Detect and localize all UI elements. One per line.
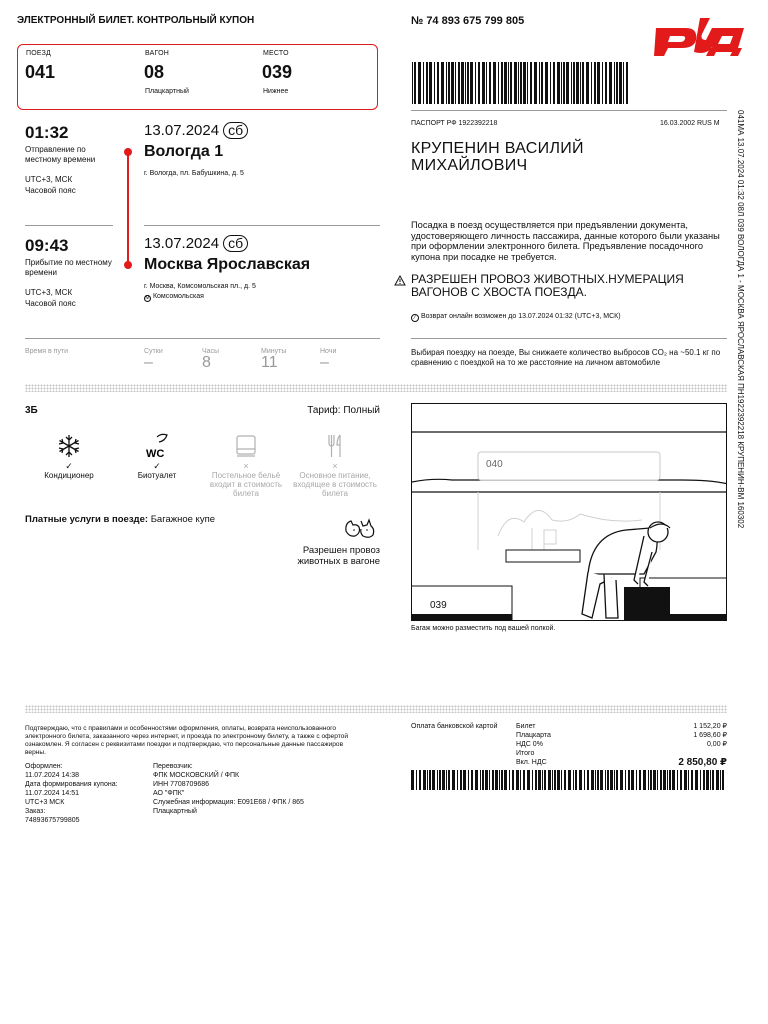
order-info bbox=[25, 762, 145, 825]
barcode-bar bbox=[495, 770, 498, 790]
travel-time-label: Время в пути bbox=[25, 348, 69, 355]
departure-address: г. Вологда, пл. Бабушкина, д. 5 bbox=[144, 170, 244, 177]
barcode-bar bbox=[650, 770, 652, 790]
barcode-bar bbox=[722, 770, 724, 790]
barcode-bar bbox=[418, 62, 421, 104]
barcode-bar bbox=[523, 770, 525, 790]
barcode-bar bbox=[544, 770, 546, 790]
barcode-bar bbox=[628, 770, 630, 790]
metro-icon: М bbox=[145, 295, 150, 301]
barcode-bar bbox=[419, 770, 421, 790]
barcode-bar bbox=[557, 770, 560, 790]
barcode-bar bbox=[614, 770, 615, 790]
barcode-bar bbox=[663, 770, 666, 790]
car-number: 08 bbox=[144, 62, 165, 82]
barcode-bar bbox=[516, 770, 519, 790]
barcode-bar bbox=[595, 770, 596, 790]
formed-tz: UTC+3 МСК bbox=[25, 799, 65, 806]
barcode-bar bbox=[520, 770, 521, 790]
barcode-bar bbox=[493, 62, 496, 104]
barcode-bar bbox=[602, 62, 603, 104]
barcode-bar bbox=[616, 770, 618, 790]
pets-text: Разрешен провоз животных в вагоне bbox=[297, 545, 380, 567]
barcode-bar bbox=[571, 62, 572, 104]
barcode-bar bbox=[691, 770, 693, 790]
arrival-dot bbox=[124, 261, 132, 269]
ticket-number: № 74 893 675 799 805 bbox=[411, 15, 525, 27]
barcode-bar bbox=[510, 62, 512, 104]
barcode-bar bbox=[468, 770, 469, 790]
lower-berth-number: 039 bbox=[430, 600, 447, 611]
price-table bbox=[516, 722, 727, 767]
barcode-bar bbox=[538, 770, 541, 790]
train-info-box bbox=[17, 44, 378, 110]
travel-hours-label: Часы bbox=[202, 348, 220, 355]
barcode-bar bbox=[446, 770, 447, 790]
barcode-bar bbox=[605, 62, 607, 104]
class-code: 3Б bbox=[25, 405, 38, 416]
departure-tz-label: Часовой пояс bbox=[25, 186, 76, 195]
total-label: Итого bbox=[516, 750, 535, 757]
barcode-bar bbox=[475, 62, 476, 104]
arrival-time: 09:43 bbox=[25, 236, 69, 255]
barcode-bar bbox=[643, 770, 646, 790]
arrival-address: г. Москва, Комсомольская пл., д. 5 bbox=[144, 283, 256, 290]
barcode-bar bbox=[486, 62, 487, 104]
barcode-bar bbox=[471, 770, 473, 790]
barcode-bar bbox=[518, 62, 519, 104]
barcode-bar bbox=[631, 770, 634, 790]
departure-time: 01:32 bbox=[25, 123, 69, 142]
barcode-bar bbox=[600, 770, 603, 790]
barcode-bar bbox=[609, 62, 612, 104]
barcode-bar bbox=[688, 770, 689, 790]
barcode-bar bbox=[520, 62, 522, 104]
departure-tz: UTC+3, МСК bbox=[25, 175, 73, 184]
barcode-bar bbox=[575, 770, 577, 790]
amenity-mark: ✓ bbox=[65, 461, 73, 471]
amenity-mark: × bbox=[332, 461, 338, 471]
price-value: 0,00 ₽ bbox=[706, 741, 727, 748]
travel-hours: 8 bbox=[202, 354, 211, 371]
barcode-bar bbox=[710, 770, 711, 790]
barcode-bar bbox=[514, 62, 517, 104]
barcode-bar bbox=[498, 62, 499, 104]
barcode-bar bbox=[412, 62, 413, 104]
barcode-bar bbox=[508, 62, 509, 104]
barcode-bar bbox=[480, 770, 481, 790]
barcode-bar bbox=[680, 770, 682, 790]
barcode-bar bbox=[554, 770, 556, 790]
service-info: Служебная информация: E091E68 / ФПК / 865 bbox=[153, 799, 304, 806]
seat-type: Нижнее bbox=[263, 88, 289, 95]
barcode-bar bbox=[499, 770, 500, 790]
arrival-metro: Комсомольская bbox=[152, 293, 204, 300]
route-line bbox=[127, 152, 129, 265]
price-label: Билет bbox=[516, 723, 536, 730]
barcode-bar bbox=[423, 62, 424, 104]
formed-value: 11.07.2024 14:51 bbox=[25, 790, 79, 797]
seat-label: МЕСТО bbox=[263, 50, 289, 57]
barcode-bar bbox=[557, 62, 560, 104]
arrival-tz: UTC+3, МСК bbox=[25, 288, 73, 297]
carrier-inn: ИНН 7708709686 bbox=[153, 781, 210, 788]
barcode-bar bbox=[584, 770, 585, 790]
barcode-bar bbox=[626, 62, 628, 104]
barcode-bar bbox=[605, 770, 606, 790]
arrival-date: 13.07.2024 bbox=[144, 235, 220, 252]
barcode-bar bbox=[470, 62, 473, 104]
barcode-bar bbox=[458, 62, 460, 104]
barcode-bar bbox=[467, 62, 469, 104]
departure-date-row bbox=[144, 122, 248, 139]
price-label: НДС 0% bbox=[516, 741, 543, 748]
barcode-bar bbox=[489, 770, 490, 790]
order-label: Заказ: bbox=[25, 808, 46, 815]
barcode-bar bbox=[625, 770, 626, 790]
consent-text: Подтверждаю, что с правилами и особенностями оформления, оплаты, возврата неиспользованного электронного билета, заказанного через интернет, и проезда по электронному билету, а также с офертой ознакомлен. Я согласен с реквизитами поездки и подтверждаю, что персональные данные пассажиров верны. bbox=[25, 725, 349, 756]
amenity-label: Постельное бельё входит в стоимость билета bbox=[209, 471, 283, 498]
barcode-bar bbox=[610, 770, 613, 790]
arrival-date-row bbox=[144, 235, 248, 252]
amenity-air-conditioner bbox=[24, 433, 114, 480]
barcode-bar bbox=[542, 770, 543, 790]
carrier-company: АО "ФПК" bbox=[153, 790, 185, 797]
paid-services-label: Платные услуги в поезде: bbox=[25, 514, 149, 525]
price-label: Плацкарта bbox=[516, 732, 551, 739]
eco-text: Выбирая поездку на поезде, Вы снижаете количество выбросов CO₂ на ~50.1 кг по сравнению с поездкой на то же расстояние на личном автомобиле bbox=[411, 348, 721, 367]
travel-days-label: Сутки bbox=[144, 348, 163, 355]
barcode-bar bbox=[587, 770, 589, 790]
barcode-bar bbox=[616, 62, 618, 104]
departure-station: Вологда 1 bbox=[144, 143, 224, 160]
departure-day: сб bbox=[223, 122, 248, 139]
barcode-bar bbox=[451, 62, 454, 104]
barcode-bar bbox=[452, 770, 455, 790]
barcode-bar bbox=[561, 62, 562, 104]
barcode-bar bbox=[591, 62, 592, 104]
arrival-station: Москва Ярославская bbox=[144, 256, 311, 273]
barcode-bar bbox=[416, 770, 417, 790]
travel-minutes-label: Минуты bbox=[261, 348, 287, 355]
barcode-bar bbox=[660, 770, 662, 790]
wc-icon bbox=[143, 433, 171, 459]
barcode-bar bbox=[573, 770, 574, 790]
bedding-icon bbox=[233, 433, 259, 459]
barcode-top bbox=[412, 62, 630, 104]
barcode-bar bbox=[553, 62, 555, 104]
barcode-bar bbox=[623, 62, 624, 104]
barcode-bar bbox=[532, 770, 533, 790]
barcode-bar bbox=[448, 62, 450, 104]
barcode-bar bbox=[712, 770, 714, 790]
barcode-bar bbox=[512, 770, 514, 790]
warning-icon bbox=[394, 273, 406, 291]
barcode-bar bbox=[695, 770, 698, 790]
barcode-bar bbox=[548, 770, 551, 790]
barcode-bar bbox=[437, 770, 438, 790]
barcode-bar bbox=[620, 770, 623, 790]
barcode-bar bbox=[527, 62, 528, 104]
barcode-bar bbox=[465, 62, 466, 104]
barcode-bar bbox=[700, 770, 701, 790]
barcode-bar bbox=[426, 62, 428, 104]
side-info-text: 041МА 13.07.2024 01:32 08Л 039 ВОЛОГДА 1 - МОСКВА ЯРОСЛАВСКАЯ ПН1922392218 КРУПЕНИН-ВМ 160302 bbox=[736, 110, 745, 529]
payment-method: Оплата банковской картой bbox=[411, 723, 498, 730]
carrier-label: Перевозчик: bbox=[153, 763, 193, 770]
barcode-bar bbox=[527, 770, 530, 790]
barcode-bar bbox=[564, 770, 566, 790]
barcode-bar bbox=[501, 770, 503, 790]
barcode-bar bbox=[442, 770, 445, 790]
total-sub: Вкл. НДС bbox=[516, 759, 547, 766]
upper-berth-number: 040 bbox=[486, 459, 503, 470]
passport: ПАСПОРТ РФ 1922392218 bbox=[411, 120, 498, 127]
barcode-bar bbox=[504, 770, 507, 790]
barcode-bar bbox=[563, 62, 565, 104]
refund-icon: ⁄ bbox=[411, 314, 419, 322]
barcode-bar bbox=[414, 62, 416, 104]
barcode-bar bbox=[534, 62, 537, 104]
dotted-separator-top bbox=[25, 384, 727, 392]
carrier-value: ФПК МОСКОВСКИЙ / ФПК bbox=[153, 772, 240, 779]
amenity-mark: × bbox=[243, 461, 249, 471]
birth-info: 16.03.2002 RUS M bbox=[660, 120, 720, 127]
price-row-total bbox=[516, 749, 727, 767]
barcode-bar bbox=[597, 770, 599, 790]
car-label: ВАГОН bbox=[145, 50, 170, 57]
boarding-info: Посадка в поезд осуществляется при предъявлении документа, удостоверяющего личность пассажира, данные которого были указаны при оформлении электронного билета. Предъявление посадочного купона при посадке не требуется. bbox=[411, 220, 720, 262]
passenger-name bbox=[411, 140, 584, 174]
amenity-meal bbox=[290, 433, 380, 498]
barcode-bar bbox=[703, 770, 705, 790]
train-label: ПОЕЗД bbox=[26, 50, 51, 57]
barcode-bar bbox=[489, 62, 491, 104]
barcode-bar bbox=[576, 62, 579, 104]
svg-text:WC: WC bbox=[146, 448, 165, 459]
barcode-bar bbox=[591, 770, 594, 790]
amenity-label: Основное питание, входящее в стоимость билета bbox=[293, 471, 377, 498]
barcode-bar bbox=[582, 62, 584, 104]
barcode-bar bbox=[429, 770, 431, 790]
paid-services-value: Багажное купе bbox=[150, 514, 215, 525]
barcode-bar bbox=[530, 62, 532, 104]
price-row-ticket bbox=[516, 722, 727, 731]
departure-time-note: Отправление по местному времени bbox=[25, 145, 96, 164]
dotted-separator-bottom bbox=[25, 705, 727, 713]
barcode-bar bbox=[485, 770, 488, 790]
barcode-bar bbox=[437, 62, 439, 104]
barcode-bar bbox=[461, 62, 464, 104]
train-number: 041 bbox=[25, 62, 56, 82]
barcode-bar bbox=[657, 770, 658, 790]
barcode-bar bbox=[478, 62, 480, 104]
barcode-bar bbox=[607, 770, 609, 790]
barcode-bar bbox=[439, 770, 441, 790]
car-class: Плацкартный bbox=[153, 808, 197, 815]
travel-minutes: 11 bbox=[261, 354, 278, 371]
refund-text: Возврат онлайн возможен до 13.07.2024 01:32 (UTC+3, МСК) bbox=[420, 313, 621, 320]
barcode-bar bbox=[457, 770, 458, 790]
barcode-bar bbox=[669, 770, 671, 790]
barcode-bar bbox=[460, 770, 462, 790]
barcode-bar bbox=[429, 62, 432, 104]
barcode-bar bbox=[535, 770, 537, 790]
meal-icon bbox=[322, 433, 348, 459]
luggage-illustration bbox=[411, 403, 727, 621]
departure-dot bbox=[124, 148, 132, 156]
barcode-bar bbox=[677, 770, 678, 790]
illustration-caption: Багаж можно разместить под вашей полкой. bbox=[411, 625, 556, 632]
barcode-bar bbox=[579, 770, 582, 790]
amenity-mark: ✓ bbox=[153, 461, 161, 471]
passenger-name-line2: МИХАЙЛОВИЧ bbox=[411, 157, 528, 174]
car-type: Плацкартный bbox=[145, 88, 189, 95]
barcode-bar bbox=[441, 62, 444, 104]
travel-days: – bbox=[144, 354, 153, 371]
price-row-vat bbox=[516, 740, 727, 749]
barcode-bottom bbox=[411, 770, 727, 790]
barcode-bar bbox=[482, 770, 484, 790]
tariff: Тариф: Полный bbox=[307, 405, 380, 416]
departure-date: 13.07.2024 bbox=[144, 122, 220, 139]
arrival-tz-label: Часовой пояс bbox=[25, 299, 76, 308]
barcode-bar bbox=[432, 770, 435, 790]
passenger-name-line1: КРУПЕНИН ВАСИЛИЙ bbox=[411, 140, 584, 157]
barcode-bar bbox=[594, 62, 596, 104]
barcode-bar bbox=[614, 62, 615, 104]
barcode-bar bbox=[684, 770, 687, 790]
seat-number: 039 bbox=[262, 62, 293, 82]
barcode-bar bbox=[550, 62, 551, 104]
carrier-info bbox=[153, 762, 373, 816]
barcode-bar bbox=[597, 62, 600, 104]
barcode-bar bbox=[586, 62, 589, 104]
barcode-bar bbox=[446, 62, 447, 104]
barcode-bar bbox=[455, 62, 456, 104]
total-value: 2 850,80 ₽ bbox=[678, 757, 727, 768]
amenity-toilet bbox=[112, 433, 202, 480]
barcode-bar bbox=[539, 62, 540, 104]
barcode-bar bbox=[523, 62, 526, 104]
order-value: 74893675799805 bbox=[25, 817, 80, 824]
barcode-bar bbox=[423, 770, 426, 790]
barcode-bar bbox=[552, 770, 553, 790]
arrival-time-note: Прибытие по местному времени bbox=[25, 258, 112, 277]
barcode-bar bbox=[501, 62, 503, 104]
barcode-bar bbox=[475, 770, 478, 790]
refund-row bbox=[411, 313, 621, 322]
barcode-bar bbox=[463, 770, 466, 790]
barcode-bar bbox=[492, 770, 494, 790]
barcode-bar bbox=[619, 62, 622, 104]
barcode-bar bbox=[568, 770, 571, 790]
barcode-bar bbox=[509, 770, 510, 790]
formed-label: Дата формирования купона: bbox=[25, 781, 118, 788]
issued-label: Оформлен: bbox=[25, 763, 63, 770]
price-value: 1 698,60 ₽ bbox=[693, 732, 727, 739]
ticket-title: ЭЛЕКТРОННЫЙ БИЛЕТ. КОНТРОЛЬНЫЙ КУПОН bbox=[17, 15, 255, 26]
barcode-bar bbox=[716, 770, 719, 790]
pets-icon bbox=[343, 517, 379, 546]
amenity-label: Кондиционер bbox=[44, 471, 94, 480]
barcode-bar bbox=[427, 770, 428, 790]
price-value: 1 152,20 ₽ bbox=[693, 723, 727, 730]
barcode-bar bbox=[411, 770, 414, 790]
barcode-bar bbox=[653, 770, 656, 790]
barcode-bar bbox=[448, 770, 450, 790]
rzd-logo bbox=[650, 14, 748, 58]
amenity-bedding bbox=[201, 433, 291, 498]
price-row-platzkart bbox=[516, 731, 727, 740]
side-info-strip bbox=[735, 110, 745, 580]
barcode-bar bbox=[706, 770, 709, 790]
barcode-bar bbox=[672, 770, 675, 790]
barcode-bar bbox=[434, 62, 435, 104]
travel-nights-label: Ночи bbox=[320, 348, 337, 355]
barcode-bar bbox=[545, 62, 548, 104]
amenity-label: Биотуалет bbox=[137, 471, 177, 480]
travel-nights: – bbox=[320, 354, 329, 371]
arrival-day: сб bbox=[223, 235, 248, 252]
warning-text: РАЗРЕШЕН ПРОВОЗ ЖИВОТНЫХ.НУМЕРАЦИЯ ВАГОНОВ С ХВОСТА ПОЕЗДА. bbox=[411, 272, 684, 299]
barcode-bar bbox=[580, 62, 581, 104]
paid-services bbox=[25, 514, 215, 525]
snowflake-icon bbox=[56, 433, 82, 459]
barcode-bar bbox=[541, 62, 543, 104]
arrival-metro-row bbox=[144, 292, 204, 302]
barcode-bar bbox=[720, 770, 721, 790]
barcode-bar bbox=[636, 770, 637, 790]
barcode-bar bbox=[566, 62, 569, 104]
barcode-bar bbox=[504, 62, 507, 104]
barcode-bar bbox=[648, 770, 649, 790]
barcode-bar bbox=[573, 62, 575, 104]
barcode-bar bbox=[667, 770, 668, 790]
issued-value: 11.07.2024 14:38 bbox=[25, 772, 79, 779]
barcode-bar bbox=[482, 62, 485, 104]
barcode-bar bbox=[639, 770, 641, 790]
barcode-bar bbox=[561, 770, 562, 790]
